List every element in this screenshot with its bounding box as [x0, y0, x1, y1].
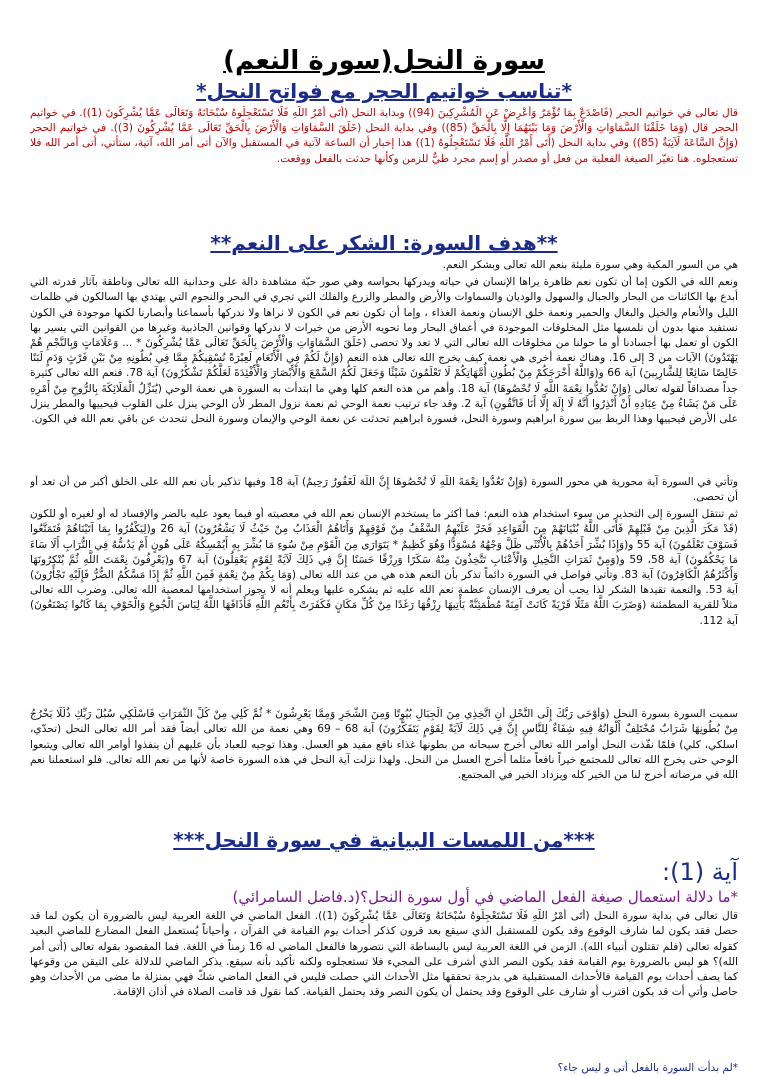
lamasat-paragraph: قال تعالى في بداية سورة النحل (أَتَى أَمْرُ اللَّهِ فَلَا تَسْتَعْجِلُوهُ سُبْحَانَهُ وَتَعَالَى عَمَّا يُشْرِكُونَ (1)). الفعل الماضي في اللغة العربية ليس بالضرورة أن يكون لما قد حصل فقد يكون لما شارف الوقوع وقد يكون للمستقبل الذي سيقع بعد قرون كذكر أحداث يوم القيامة في القرآن ، وأحياناً يُستعمل الفعل المضارع للماضي البعيد كقوله تعالى (فلم تقتلون أنبياء الله). الزمن في اللغة العربية ليس بالبساطة التي نتصورها فالفعل الماضي له 16 زمناً في اللغة. فما المقصود بقوله تعالى (أتى أمر الله)؟ هو ليس بالضرورة يوم القيامة فقد يكون النصر الذي أشرف على المجيء فلا تستعجلوه ولكنه تأكيد بأنه سيقع. يذكر الماضي للدلالة على التيقن من وقوعها كما يصف أحداث يوم القيامة فالأحداث المستقبلية هي بدرجة تحققها مثل الأحداث التي حصلت فليس في الفعل الماضي شكّ فهي بمنزلة ما مضى من الأحداث وهو حاصل وأتي أت قد يكون اقترب أو شارف على الوقوع وقد يحتمل أن يكون النصر وقد يحتمل القيامة. كما نقول قد قامت الصلاة في أذان الإقامة.	[30, 910, 738, 999]
hadaf-paragraph-nima: ونعم الله في الكون إما أن تكون نعم ظاهرة يراها الإنسان في حياته ويدركها بحواسه وهي صور حيّة مشاهدة دالة على وحدانية الله تعالى وناطقة بآثار قدرته التي أبدع بها الكائنات من البحار والجبال والسهول والوديان والسماوات والأرض والمطر والزرع والفلك التي تجري في البحر والنجوم التي يهتدي بها السالكون في ظلمات الليل والأنعام والخيل والبغال والحمير ونعمة خلق الإنسان ونعمة الغذاء ، وإما أن تكون نعم في الكون لا نراها ولا ندركها بأسماعنا وأبصارنا لكنها موجودة في الكون نستفيد منها بدون أن نلمسها مثل المخلوقات الموجودة في أعماق البحار وما تحويه الأرض من خيرات لا ندركها وقوانين الجاذبية وغيرها من القوانين التي يسير بها الكون أو تعمل بها أجسادنا أو ما حولنا من مخلوقات الله تعالى التي لا تعد ولا تحصى (خَلَقَ السَّمَاوَاتِ وَالْأَرْضَ بِالْحَقِّ تَعَالَى عَمَّا يُشْرِكُونَ * ... وَعَلَامَاتٍ وَبِالنَّجْمِ هُمْ يَهْتَدُونَ) الآيات من 3 إلى 16. وهناك نعمة أخرى هي نعمة كيف يخرج الله تعالى هذه النعم (وَإِنَّ لَكُمْ فِي الْأَنْعَامِ لَعِبْرَةً نُسْقِيكُمْ مِمَّا فِي بُطُونِهِ مِنْ بَيْنِ فَرْثٍ وَدَمٍ لَبَنًا خَالِصًا سَائِغًا لِلشَّارِبِينَ) آية 66 و(وَاللَّهُ أَخْرَجَكُمْ مِنْ بُطُونِ أُمَّهَاتِكُمْ لَا تَعْلَمُونَ شَيْئًا وَجَعَلَ لَكُمُ السَّمْعَ وَالْأَبْصَارَ وَالْأَفْئِدَةَ لَعَلَّكُمْ تَشْكُرُونَ) آية 78. فنعم الله تعالى كثيرة جداً مصداقاً لقوله تعالى (وَإِنْ تَعُدُّوا نِعْمَةَ اللَّهِ لَا تُحْصُوهَا) آية 18. وأهم من هذه النعم كلها وهي ما ابتدأت به السورة هي نعمة الوحي (يُنَزِّلُ الْمَلَائِكَةَ بِالرُّوحِ مِنْ أَمْرِهِ عَلَى مَنْ يَشَاءُ مِنْ عِبَادِهِ أَنْ أَنْذِرُوا أَنَّهُ لَا إِلَهَ إِلَّا أَنَا فَاتَّقُونِ) آية 2. وقد جاء ترتيب نعمة الوحي ثم نعمة نزول المطر لأن الوحي ينزل على القلوب فيحييها والمطر ينزل على الأرض فيحييها وهذا الربط بين سورة ابراهيم وسورة النحل، فسورة ابراهيم تحدثت عن نعمة الوحي والإيمان وسورة النحل تتحدث عن باقي نعم الله في الكون.	[30, 276, 738, 426]
section-heading-lamasat: ***من اللمسات البيانية في سورة النحل***	[173, 828, 595, 853]
document-page	[0, 44, 768, 1075]
section-heading-hadaf: **هدف السورة: الشكر على النعم**	[210, 231, 558, 255]
section-spacer	[30, 813, 738, 827]
hadaf-paragraph-nahl: سميت السورة بسورة النحل (وَأَوْحَى رَبُّكَ إِلَى النَّحْلِ أَنِ اتَّخِذِي مِنَ الْجِبَالِ بُيُوتًا وَمِنَ الشَّجَرِ وَمِمَّا يَعْرِشُونَ * ثُمَّ كُلِي مِنْ كُلِّ الثَّمَرَاتِ فَاسْلُكِي سُبُلَ رَبِّكِ ذُلُلًا يَخْرُجُ مِنْ بُطُونِهَا شَرَابٌ مُخْتَلِفٌ أَلْوَانُهُ فِيهِ شِفَاءٌ لِلنَّاسِ إِنَّ فِي ذَلِكَ لَآيَةً لِقَوْمٍ يَتَفَكَّرُونَ) آية 68 – 69 وهي نعمة من الله تعالى أيضاً فقد أمر الله تعالى النحل (تحدّي، اسلكي، كلي) فلمّا نفّذت النحل أوامر الله تعالى أخرج سبحانه من بطونها غذاء نافع مفيد هو العسل. وهذا توجيه للعباد بأن عليهم أن ينفذوا أوامر الله تعالى ويتبعوا الوحي حتى يخرج الله تعالى للمجتمع خيراً نافعاً مثلما أخرج العسل من النحل. ولهذا نزلت آية النحل في هذه السورة خاصة لأنها من نعم الله تعالى. فلو استعملنا نعم الله في مرضاته أخرج لنا من الخير كله ويزداد الخير في المجتمع.	[30, 708, 738, 782]
hadaf-paragraph-tahdhir: ثم تنتقل السورة إلى التحذير من سوء استخدام هذه النعم: فما أكثر ما يستخدم الإنسان نعم الله في معصيته أو فيما يعود عليه بالضر والإفساد له أو لغيره أو للكون (قَدْ مَكَرَ الَّذِينَ مِنْ قَبْلِهِمْ فَأَتَى اللَّهُ بُنْيَانَهُمْ مِنَ الْقَوَاعِدِ فَخَرَّ عَلَيْهِمُ السَّقْفُ مِنْ فَوْقِهِمْ وَأَتَاهُمُ الْعَذَابُ مِنْ حَيْثُ لَا يَشْعُرُونَ) آية 26 و(لِيَكْفُرُوا بِمَا آتَيْنَاهُمْ فَتَمَتَّعُوا فَسَوْفَ تَعْلَمُونَ) آية 55 و(وَإِذَا بُشِّرَ أَحَدُهُمْ بِالْأُنْثَى ظَلَّ وَجْهُهُ مُسْوَدًّا وَهُوَ كَظِيمٌ * يَتَوَارَى مِنَ الْقَوْمِ مِنْ سُوءِ مَا بُشِّرَ بِهِ أَيُمْسِكُهُ عَلَى هُونٍ أَمْ يَدُسُّهُ فِي التُّرَابِ أَلَا سَاءَ مَا يَحْكُمُونَ) آية 58، 59 و(وَمِنْ ثَمَرَاتِ النَّخِيلِ وَالْأَعْنَابِ تَتَّخِذُونَ مِنْهُ سَكَرًا وَرِزْقًا حَسَنًا إِنَّ فِي ذَلِكَ لَآيَةً لِقَوْمٍ يَعْقِلُونَ) آية 67 و(يَعْرِفُونَ نِعْمَتَ اللَّهِ ثُمَّ يُنْكِرُونَهَا وَأَكْثَرُهُمُ الْكَافِرُونَ) آية 83. وتأتي فواصل في السورة دائماً تذكر بأن النعم هذه هي من عند الله تعالى (وَمَا بِكُمْ مِنْ نِعْمَةٍ فَمِنَ اللَّهِ ثُمَّ إِذَا مَسَّكُمُ الضُّرُّ فَإِلَيْهِ تَجْأَرُونَ) آية 53. والنعمة تقيدها الشكر لذا يجب أن يعرف الإنسان عظمة نعم الله عليه ثم يشكره عليها ويعلم أنه لا يجوز استخدامها لمعصية الله تعالى. وضرب الله تعالى مثلاً للقرية المطمئنة (وَضَرَبَ اللَّهُ مَثَلًا قَرْيَةً كَانَتْ آمِنَةً مُطْمَئِنَّةً يَأْتِيهَا رِزْقُهَا رَغَدًا مِنْ كُلِّ مَكَانٍ فَكَفَرَتْ بِأَنْعُمِ اللَّهِ فَأَذَاقَهَا اللَّهُ لِبَاسَ الْجُوعِ وَالْخَوْفِ بِمَا كَانُوا يَصْنَعُونَ) آية 112.	[30, 508, 738, 627]
section-heading-tanasub: *تناسب خواتيم الحجر مع فواتح النحل*	[196, 79, 572, 103]
page-title: سورة النحل(سورة النعم)	[223, 46, 545, 76]
question-heading: *ما دلالة استعمال صيغة الفعل الماضي في أول سورة النحل؟(د.فاضل السامرائي)	[232, 888, 738, 907]
hadaf-intro: هي من السور المكية وهي سورة مليئة بنعم الله تعالى وبشكر النعم.	[442, 259, 738, 271]
ayah-heading: آية (1):	[662, 858, 738, 887]
last-question: *لم بدأت السورة بالفعل أتى و ليس جاء؟	[557, 1062, 738, 1075]
tanasub-paragraph: قال تعالى في خواتيم الحجر (فَاصْدَعْ بِمَا تُؤْمَرُ وَأَعْرِضْ عَنِ الْمُشْرِكِينَ (94)) وبداية النحل (أَتَى أَمْرُ اللَّهِ فَلَا تَسْتَعْجِلُوهُ سُبْحَانَهُ وَتَعَالَى عَمَّا يُشْرِكُونَ (1)). في خواتيم الحجر قال (وَمَا خَلَقْنَا السَّمَاوَاتِ وَالْأَرْضَ وَمَا بَيْنَهُمَا إِلَّا بِالْحَقِّ (85)) وفي بداية النحل (خَلَقَ السَّمَاوَاتِ وَالْأَرْضَ بِالْحَقِّ تَعَالَى عَمَّا يُشْرِكُونَ (3)). في خواتيم الحجر (وَإِنَّ السَّاعَةَ لَآتِيَةٌ (85)) وفي بداية النحل (أَتَى أَمْرُ اللَّهِ فَلَا تَسْتَعْجِلُوهُ (1)) هذا إخبار أن الساعة لآتية في المستقبل والآن أتى أمر الله، آتية، ستأتي، أتى أمر الله فلا تستعجلوه. هنا تغيّر الصيغة الفعلية من فعل أو مصدر أو إسم مجرد طيٌّ للزمن وكأنها حدثت بالفعل ووقعت.	[30, 107, 738, 165]
hadaf-paragraph-mihwar: وتأتي في السورة آية محورية هي محور السورة (وَإِنْ تَعُدُّوا نِعْمَةَ اللَّهِ لَا تُحْصُوهَا إِنَّ اللَّهَ لَغَفُورٌ رَحِيمٌ) آية 18 وفيها تذكير بأن نعم الله على الخلق أكبر من أن تعد أو أن تحصى.	[30, 476, 738, 504]
